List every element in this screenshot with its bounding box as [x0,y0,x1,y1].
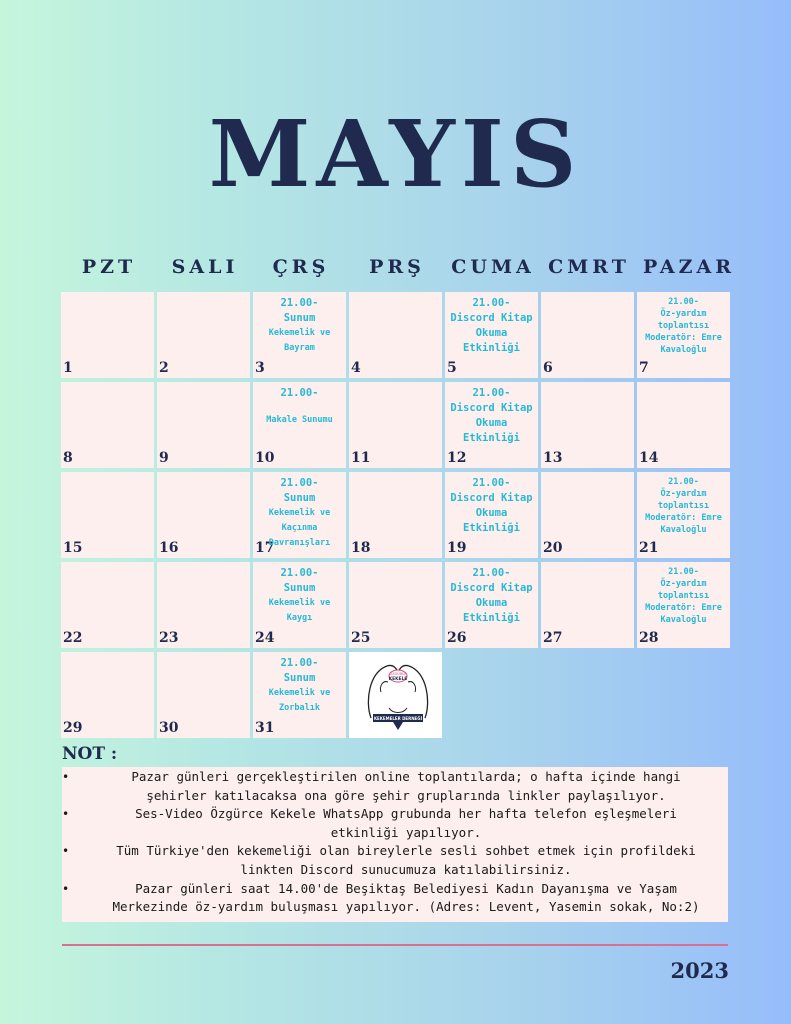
event-line: Kaçınma [281,523,318,533]
event-line: Kavaloğlu [660,345,707,355]
calendar-day-cell [253,562,346,648]
day-number: 8 [63,450,73,466]
note-line: şehirler katılacaksa ona göre şehir gruplarında linkler paylaşılıyor. [146,787,666,803]
bullet-icon: • [62,881,70,896]
event-line: Moderatör: Emre [645,603,722,613]
calendar-day-cell [637,562,730,648]
event-line: Kekemelik ve [268,508,331,518]
day-number: 25 [351,630,371,646]
event-line: Zorbalık [279,703,320,713]
event-line: 21.00- [280,297,319,309]
day-number: 4 [351,360,361,376]
event-line: Öz-yardım [660,309,707,319]
calendar-day-cell [349,382,442,468]
calendar-day-cell [253,292,346,378]
event-text [445,476,538,536]
calendar-day-cell [349,562,442,648]
year-label: 2023 [670,958,729,983]
event-text [637,566,730,626]
day-number: 16 [159,540,179,556]
weekday-header: SALI [171,256,239,278]
note-item [62,880,728,917]
day-number: 22 [63,630,83,646]
event-line: Kavaloğlu [660,525,707,535]
event-line [253,401,346,413]
note-item [62,768,728,805]
event-line: 21.00- [472,387,511,399]
event-line: Okuma [475,507,508,519]
event-line: Discord Kitap [450,402,533,414]
event-line: Discord Kitap [450,582,533,594]
note-line: Ses-Video Özgürce Kekele WhatsApp grubunda her hafta telefon eşleşmeleri [135,806,677,822]
bullet-icon: • [62,770,70,784]
event-line: toplantısı [657,321,710,331]
note-item [62,805,728,842]
calendar-day-cell [445,562,538,648]
day-number: 2 [159,360,169,376]
calendar-day-cell [157,652,250,738]
calendar-day-cell [637,292,730,378]
day-number: 29 [63,720,83,736]
calendar-day-cell [445,382,538,468]
calendar-day-cell [445,292,538,378]
event-line: Kekemelik ve [268,598,331,608]
logo-banner-text: KEKEMELER DERNEĞİ [373,716,423,721]
event-line: 21.00- [472,567,511,579]
calendar-day-cell [541,292,634,378]
event-line: 21.00- [668,477,699,487]
event-line: Öz-yardım [660,579,707,589]
weekday-header: PAZAR [642,256,736,278]
event-line: Sunum [283,672,316,684]
calendar-day-cell [541,382,634,468]
calendar-day-cell [157,382,250,468]
day-number: 14 [639,450,659,466]
calendar-day-cell [61,472,154,558]
day-number: 21 [639,540,659,556]
event-text [253,296,346,356]
event-line: Etkinliği [463,432,520,444]
day-number: 31 [255,720,275,736]
day-number: 26 [447,630,467,646]
calendar-day-cell [541,562,634,648]
calendar-day-cell [61,652,154,738]
weekday-header: PZT [81,256,137,278]
event-text [253,476,346,551]
event-text [637,296,730,356]
day-number: 18 [351,540,371,556]
event-line: Davranışları [268,538,331,548]
calendar-day-cell [541,472,634,558]
calendar-day-cell [157,472,250,558]
day-number: 30 [159,720,179,736]
note-line: Merkezinde öz-yardım buluşması yapılıyor. (Adres: Levent, Yasemin sokak, No:2) [112,899,700,915]
calendar-day-cell [349,292,442,378]
event-text [445,296,538,356]
logo-cell [349,652,442,738]
event-text [253,566,346,626]
calendar-day-cell [253,382,346,468]
month-title: MAYIS [208,100,583,208]
day-number: 3 [255,360,265,376]
day-number: 10 [255,450,275,466]
event-line: Sunum [283,492,316,504]
event-line: toplantısı [657,591,710,601]
calendar-day-cell [253,652,346,738]
notes-label: NOT : [62,744,118,764]
day-number: 19 [447,540,467,556]
logo-top-text: ÖZGÜRCE [389,672,407,676]
event-line: Bayram [284,343,315,353]
bullet-icon: • [62,844,70,859]
event-line: 21.00- [668,297,699,307]
event-line: Kekemelik ve [268,328,331,338]
logo-mid-text: KEKELE [388,677,408,682]
event-line: Okuma [475,327,508,339]
bullet-icon: • [62,807,70,822]
notes-box [62,767,728,922]
event-line: Makale Sunumu [266,415,333,425]
event-line: Okuma [475,417,508,429]
event-line: Öz-yardım [660,489,707,499]
event-line: Moderatör: Emre [645,333,722,343]
day-number: 23 [159,630,179,646]
day-number: 28 [639,630,659,646]
day-number: 12 [447,450,467,466]
day-number: 1 [63,360,73,376]
calendar-day-cell [157,292,250,378]
event-line: Kavaloğlu [660,615,707,625]
day-number: 15 [63,540,83,556]
note-item [62,842,728,879]
kekemeler-dernegi-logo-icon [363,658,433,734]
event-line: 21.00- [280,387,319,399]
event-line: 21.00- [280,477,319,489]
event-line: 21.00- [280,567,319,579]
event-text [253,656,346,716]
event-line: Kekemelik ve [268,688,331,698]
event-line: Okuma [475,597,508,609]
calendar-day-cell [253,472,346,558]
day-number: 13 [543,450,563,466]
calendar-day-cell [445,472,538,558]
note-line: linkten Discord sunucumuza katılabilirsiniz. [240,861,572,877]
event-text [253,386,346,428]
event-line: 21.00- [280,657,319,669]
event-line: Discord Kitap [450,492,533,504]
event-line: Etkinliği [463,612,520,624]
event-line: Etkinliği [463,342,520,354]
day-number: 6 [543,360,553,376]
calendar-day-cell [61,562,154,648]
day-number: 24 [255,630,275,646]
divider-line [62,944,728,946]
note-line: Pazar günleri saat 14.00'de Beşiktaş Belediyesi Kadın Dayanışma ve Yaşam [135,880,677,896]
day-number: 27 [543,630,563,646]
calendar-day-cell [637,472,730,558]
event-line: 21.00- [472,477,511,489]
weekday-header: CUMA [451,256,535,278]
day-number: 5 [447,360,457,376]
event-line: 21.00- [668,567,699,577]
event-text [445,566,538,626]
event-text [637,476,730,536]
weekday-header: ÇRŞ [272,256,330,278]
event-text [445,386,538,446]
event-line: Discord Kitap [450,312,533,324]
calendar-day-cell [349,472,442,558]
note-line: Tüm Türkiye'den kekemeliği olan bireylerle sesli sohbet etmek için profildeki [116,843,696,859]
event-line: 21.00- [472,297,511,309]
event-line: Kaygı [286,613,313,623]
day-number: 9 [159,450,169,466]
day-number: 17 [255,540,275,556]
calendar-day-cell [637,382,730,468]
event-line: toplantısı [657,501,710,511]
event-line: Sunum [283,312,316,324]
weekday-header: PRŞ [369,256,425,278]
day-number: 11 [351,450,371,466]
event-line: Sunum [283,582,316,594]
event-line: Etkinliği [463,522,520,534]
note-line: Pazar günleri gerçekleştirilen online toplantılarda; o hafta içinde hangi [131,769,681,784]
calendar-day-cell [61,382,154,468]
note-line: etkinliği yapılıyor. [330,824,482,840]
calendar-day-cell [157,562,250,648]
event-line: Moderatör: Emre [645,513,722,523]
day-number: 7 [639,360,649,376]
calendar-day-cell [61,292,154,378]
day-number: 20 [543,540,563,556]
weekday-header: CMRT [548,256,630,278]
